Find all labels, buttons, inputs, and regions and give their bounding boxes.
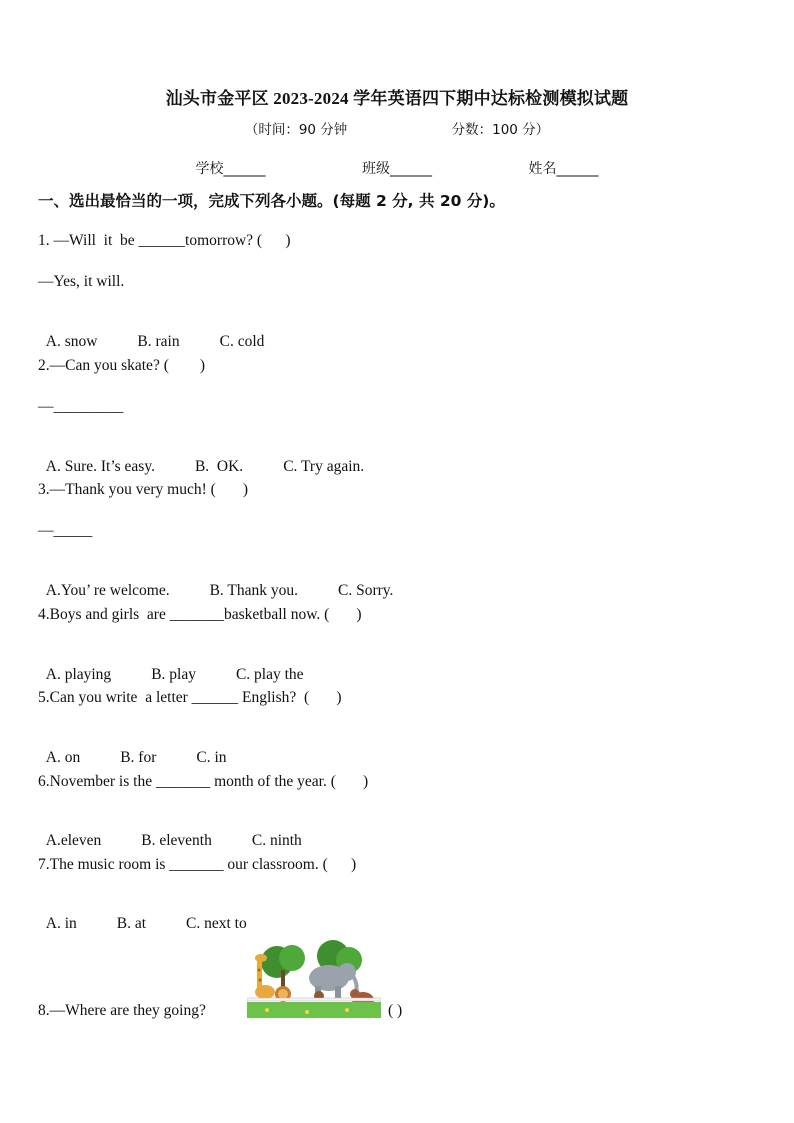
name-field: 姓名______ [528,161,599,177]
option: C. Try again. [283,458,365,475]
option: B. at [116,915,147,932]
question-options [38,814,342,850]
option: A.You’ re welcome. [45,582,170,599]
question-options [38,731,267,767]
section-heading: 一、选出最恰当的一项，完成下列各小题。(每题 2 分, 共 20 分)。 [38,192,505,210]
zoo-animals-icon [247,940,381,1020]
question-options [38,648,344,684]
question-stem: 4.Boys and girls are _______basketball now. ( ) [38,606,362,623]
time-limit: （时间：90 分钟 [244,122,348,138]
option: C. cold [219,333,265,350]
exam-subtitle [0,118,794,138]
question-options [38,897,287,933]
student-info [0,158,794,178]
question-reply: —_________ [38,398,124,415]
option: C. ninth [251,832,302,849]
option: B. eleventh [141,832,212,849]
question-stem: 7.The music room is _______ our classroom. ( ) [38,856,357,873]
question-stem: 6.November is the _______ month of the year. ( ) [38,773,369,790]
option: B. Thank you. [209,582,298,599]
option: A. on [45,749,81,766]
question-options [38,315,304,351]
question-reply: —_____ [38,522,93,539]
total-score: 分数：100 分） [451,122,550,138]
question-stem: 8.—Where are they going? [38,1002,206,1019]
option: B. rain [137,333,180,350]
question-stem: 1. —Will it be ______tomorrow? ( ) [38,232,291,249]
question-stem: 5.Can you write a letter ______ English? ( ) [38,689,342,706]
question-options [38,564,433,600]
class-field: 班级______ [362,161,432,177]
question-stem: 3.—Thank you very much! ( ) [38,481,249,498]
option: A. snow [45,333,98,350]
option: A. playing [45,666,112,683]
option: C. Sorry. [338,582,394,599]
question-options [38,440,404,476]
answer-paren: ( ) [388,1002,403,1019]
option: C. play the [235,666,304,683]
exam-title: 汕头市金平区 2023-2024 学年英语四下期中达标检测模拟试题 [165,89,629,108]
option: B. OK. [194,458,244,475]
option: B. play [151,666,196,683]
option: A. in [45,915,77,932]
option: A. Sure. It’s easy. [45,458,155,475]
question-reply: —Yes, it will. [38,273,125,290]
school-field: 学校______ [195,161,266,177]
option: C. in [196,749,227,766]
option: B. for [120,749,157,766]
option: A.eleven [45,832,102,849]
question-stem: 2.—Can you skate? ( ) [38,357,206,374]
option: C. next to [186,915,247,932]
